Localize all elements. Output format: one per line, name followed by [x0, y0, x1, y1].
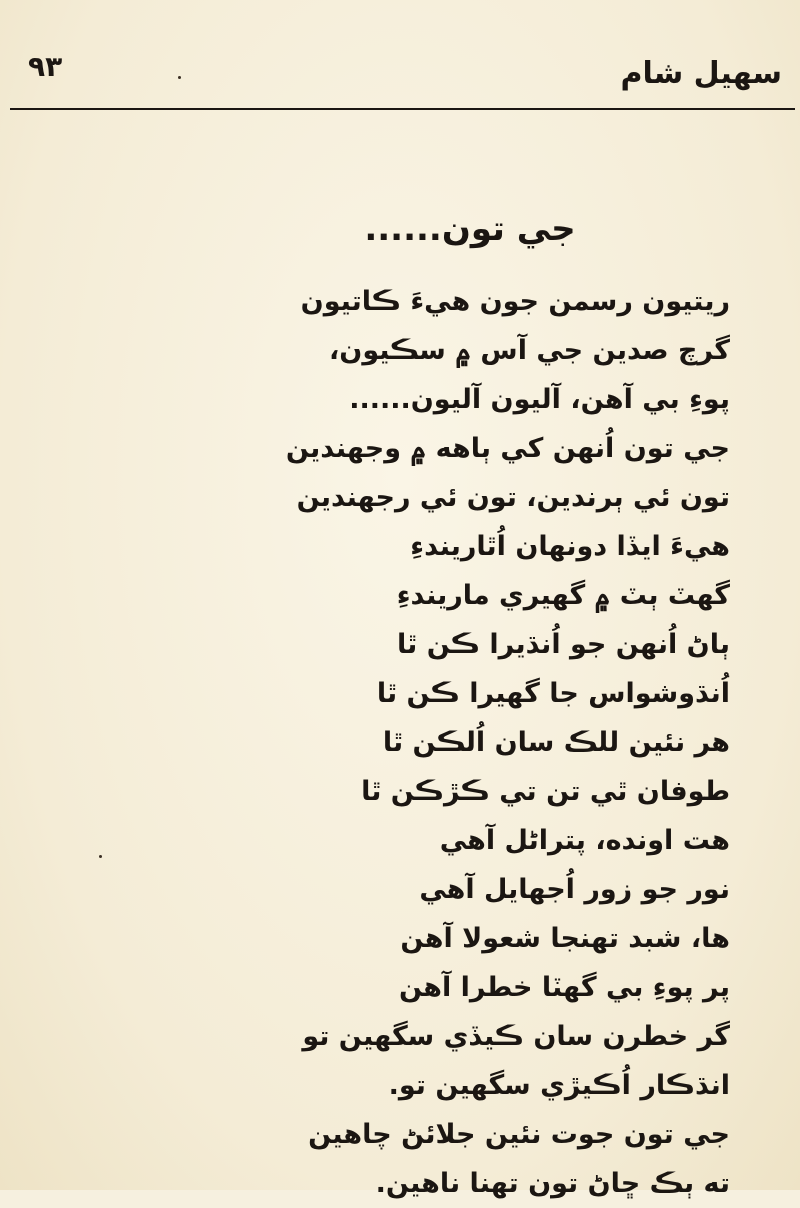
- header-rule: [10, 108, 795, 110]
- verse-line: هت اونده، پتراڻل آهي: [439, 825, 730, 856]
- verse-line: هيءَ ايڏا دونهان اُٿاريندءِ: [410, 531, 730, 562]
- page-number: ٩٣: [28, 50, 63, 83]
- verse-line: گهٽ ٻٽ ۾ گهيري ماريندءِ: [396, 580, 730, 611]
- verse-line: طوفان ٿي تن تي ڪڙڪن ٿا: [361, 776, 730, 807]
- verse-line: ريتيون رسمن جون هيءَ ڪاتيون: [300, 286, 730, 317]
- verse-line: اُنڌوشواس جا گهيرا ڪن ٿا: [376, 678, 730, 709]
- verse-line: ته ٻڪ ڇاڻ تون تهنا ناهين.: [375, 1168, 730, 1199]
- running-head: سهيل شام: [620, 56, 782, 91]
- verse-line: ها، شبد تهنجا شعولا آهن: [400, 923, 730, 954]
- verse-line: جي تون جوت نئين جلائڻ چاهين: [308, 1119, 730, 1150]
- verse-line: پوءِ بي آهن، آليون آليون......: [349, 384, 730, 415]
- verse-line: تون ئي ٻرندين، تون ئي رجهندين: [296, 482, 730, 513]
- verse-line: هر نئين للڪ سان اُلڪن ٿا: [382, 727, 730, 758]
- poem-title: جي تون......: [364, 209, 576, 249]
- ink-speck: [178, 76, 181, 79]
- verse-line: ٻاڻ اُنهن جو اُنڌيرا ڪن ٿا: [397, 629, 730, 660]
- poem-verses: [200, 277, 730, 1208]
- verse-line: گر خطرن سان ڪيڏي سگهين تو: [302, 1021, 730, 1052]
- verse-line: گرچ صدين جي آس ۾ سڪيون،: [329, 335, 730, 366]
- verse-line: انڌڪار اُڪيڙي سگهين تو.: [388, 1070, 730, 1101]
- poem: [150, 205, 750, 1199]
- verse-line: جي تون اُنهن کي ٻاهه ۾ وجهندين: [285, 433, 730, 464]
- page-header: [0, 0, 800, 112]
- ink-speck: [99, 855, 102, 858]
- verse-line: نور جو زور اُجهايل آهي: [419, 874, 730, 905]
- verse-line: پر پوءِ بي گهٽا خطرا آهن: [398, 972, 730, 1003]
